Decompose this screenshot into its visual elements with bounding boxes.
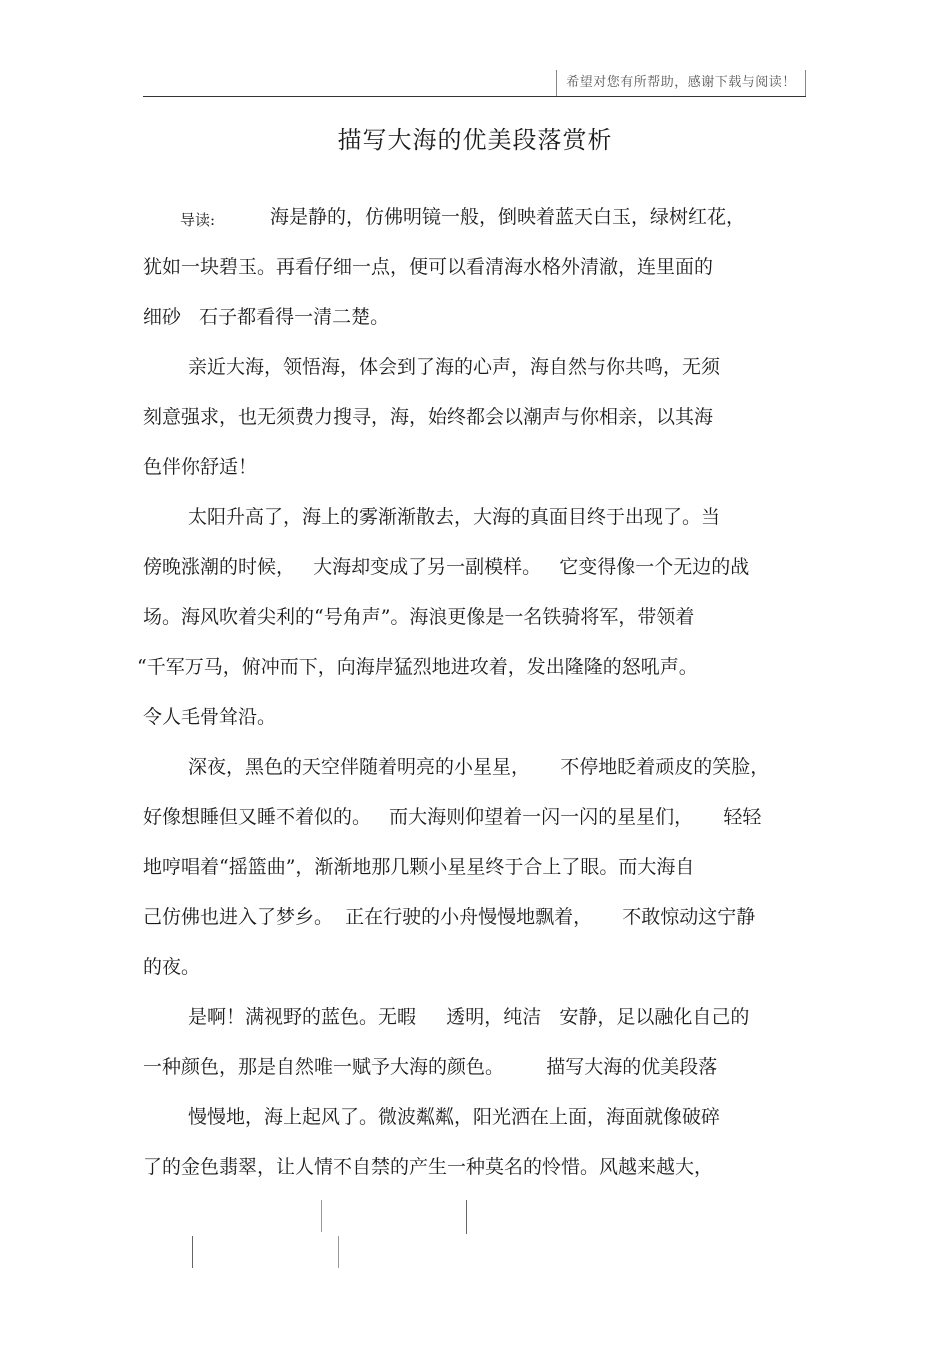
header-note: 希望对您有所帮助，感谢下载与阅读！: [556, 70, 806, 96]
text-fragment-mark: [338, 1236, 339, 1268]
paragraph-line: 一种颜色，那是自然唯一赋予大海的颜色。 描写大海的优美段落: [143, 1056, 718, 1078]
paragraph-line: 好像想睡但又睡不着似的。 而大海则仰望着一闪一闪的星星们， 轻轻: [143, 806, 762, 828]
paragraph-line: 己仿佛也进入了梦乡。 正在行驶的小舟慢慢地飘着， 不敢惊动这宁静: [143, 906, 756, 928]
paragraph-line: 色伴你舒适！: [143, 456, 258, 478]
paragraph-line: 了的金色翡翠，让人情不自禁的产生一种莫名的怜惜。风越来越大，: [143, 1156, 714, 1178]
paragraph-line: 海是静的，仿佛明镜一般，倒映着蓝天白玉，绿树红花，: [270, 206, 746, 228]
paragraph-line: 深夜，黑色的天空伴随着明亮的小星星， 不停地眨着顽皮的笑脸，: [188, 756, 770, 778]
paragraph-line: 的夜。: [143, 956, 201, 978]
lead-label: 导读:: [180, 211, 216, 229]
text-fragment-mark: [192, 1236, 193, 1268]
paragraph-line: 是啊！满视野的蓝色。无暇 透明，纯洁 安静，足以融化自己的: [188, 1006, 750, 1028]
paragraph-line: 场。海风吹着尖利的“号角声”。海浪更像是一名铁骑将军，带领着: [143, 606, 695, 628]
header-divider: [143, 96, 806, 97]
text-fragment-mark: [321, 1200, 322, 1232]
paragraph-line: 亲近大海，领悟海，体会到了海的心声，海自然与你共鸣，无须: [188, 356, 721, 378]
paragraph-line: 令人毛骨耸沿。: [143, 706, 277, 728]
text-fragment-mark: [466, 1200, 467, 1234]
paragraph-line: 慢慢地，海上起风了。微波粼粼，阳光洒在上面，海面就像破碎: [188, 1106, 721, 1128]
paragraph-line: 太阳升高了，海上的雾渐渐散去，大海的真面目终于出现了。当: [188, 506, 721, 528]
paragraph-line: 细砂 石子都看得一清二楚。: [143, 306, 390, 328]
paragraph-line: 傍晚涨潮的时候， 大海却变成了另一副模样。 它变得像一个无边的战: [143, 556, 750, 578]
paragraph-line: 刻意强求，也无须费力搜寻，海，始终都会以潮声与你相亲，以其海: [143, 406, 714, 428]
document-title: 描写大海的优美段落赏析: [337, 126, 613, 154]
paragraph-line: “千军万马，俯冲而下，向海岸猛烈地进攻着，发出隆隆的怒吼声。: [137, 656, 698, 678]
paragraph-line: 犹如一块碧玉。再看仔细一点，便可以看清海水格外清澈，连里面的: [143, 256, 714, 278]
paragraph-line: 地哼唱着“摇篮曲”，渐渐地那几颗小星星终于合上了眼。而大海自: [143, 856, 695, 878]
